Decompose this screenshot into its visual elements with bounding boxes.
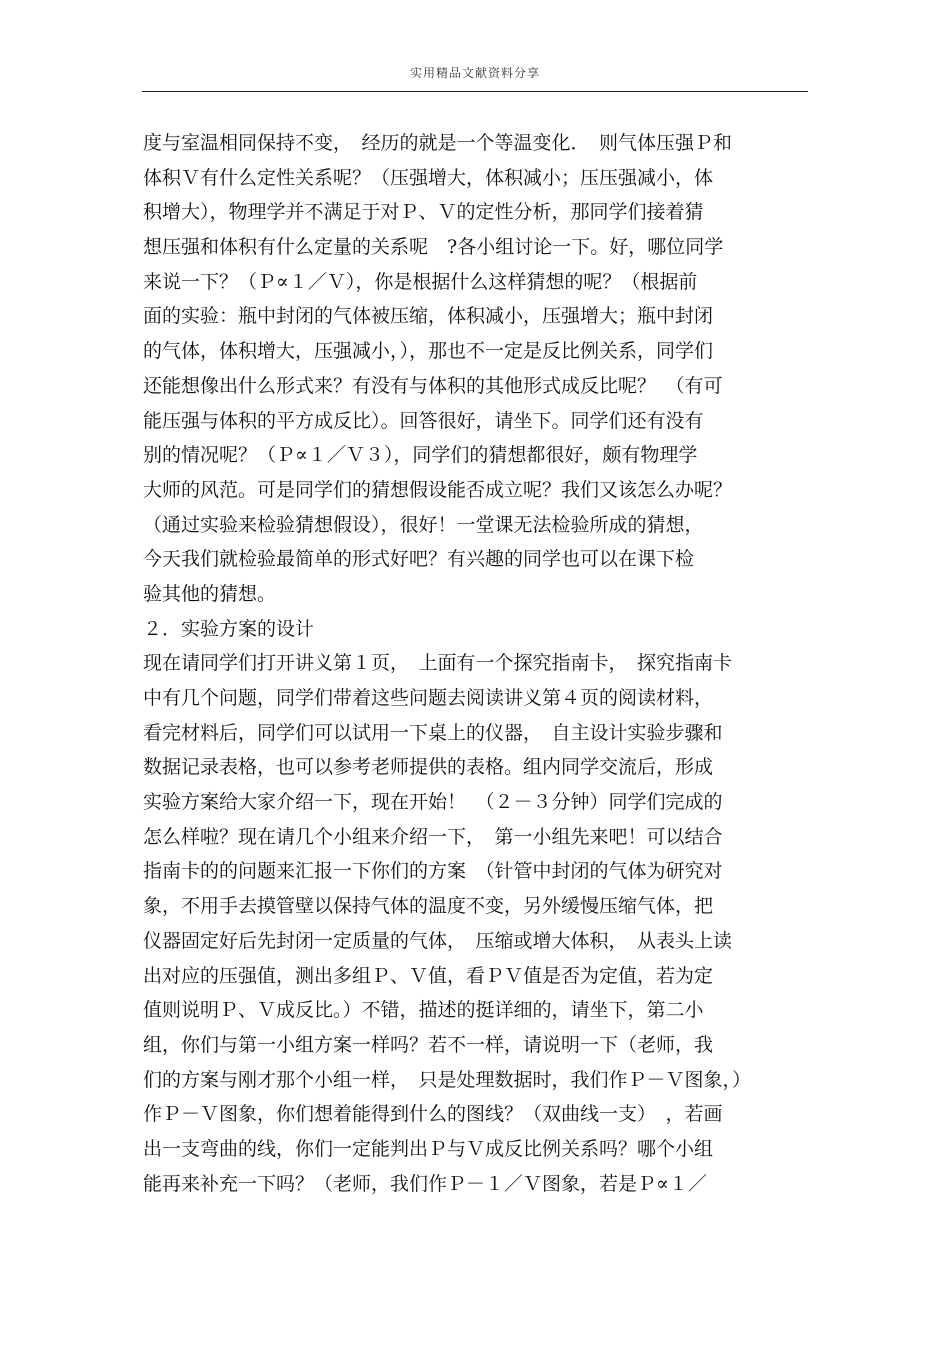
text-line: 象，不用手去摸管壁以保持气体的温度不变，另外缓慢压缩气体，把 <box>143 895 714 918</box>
text-line: 积增大），物理学并不满足于对Ｐ、Ｖ的定性分析，那同学们接着猜 <box>143 201 704 224</box>
text-line: 面的实验：瓶中封闭的气体被压缩，体积减小，压强增大；瓶中封闭 <box>143 305 714 328</box>
page-header: 实用精品文献资料分享 <box>409 66 540 80</box>
text-line: 们的方案与刚才那个小组一样， 只是处理数据时，我们作Ｐ－Ｖ图象，） <box>143 1068 752 1091</box>
header-divider <box>142 91 808 92</box>
text-line: 仪器固定好后先封闭一定质量的气体， 压缩或增大体积， 从表头上读 <box>143 929 733 952</box>
text-line: 今天我们就检验最简单的形式好吧？有兴趣的同学也可以在课下检 <box>143 548 695 571</box>
text-line: 值则说明Ｐ、Ｖ成反比。）不错，描述的挺详细的，请坐下，第二小 <box>143 999 704 1022</box>
text-line: 度与室温相同保持不变， 经历的就是一个等温变化． 则气体压强Ｐ和 <box>143 132 733 154</box>
text-line: 看完材料后，同学们可以试用一下桌上的仪器， 自主设计实验步骤和 <box>143 721 723 744</box>
text-line: （通过实验来检验猜想假设），很好！一堂课无法检验所成的猜想， <box>143 513 704 536</box>
text-line: 验其他的猜想。 <box>143 582 277 605</box>
text-line: 中有几个问题，同学们带着这些问题去阅读讲义第４页的阅读材料， <box>143 687 714 709</box>
text-line: 别的情况呢？（Ｐ∝１／Ｖ３），同学们的猜想都很好，颇有物理学 <box>143 444 698 467</box>
text-line: 现在请同学们打开讲义第１页， 上面有一个探究指南卡， 探究指南卡 <box>143 652 733 675</box>
text-line: 能压强与体积的平方成反比）。回答很好，请坐下。同学们还有没有 <box>143 409 704 432</box>
text-line: 出一支弯曲的线，你们一定能判出Ｐ与Ｖ成反比例关系吗？哪个小组 <box>143 1137 714 1160</box>
text-line: 还能想像出什么形式来？有没有与体积的其他形式成反比呢？ （有可 <box>143 374 723 397</box>
text-line: 出对应的压强值，测出多组Ｐ、Ｖ值，看ＰＶ值是否为定值，若为定 <box>143 964 714 987</box>
text-line: 的气体，体积增大，压强减小，），那也不一定是反比例关系，同学们 <box>143 340 714 363</box>
text-line: 作Ｐ－Ｖ图象，你们想着能得到什么的图线？（双曲线一支） ，若画 <box>143 1103 723 1126</box>
text-line: 数据记录表格，也可以参考老师提供的表格。组内同学交流后，形成 <box>143 756 714 779</box>
text-line: 体积Ｖ有什么定性关系呢？（压强增大，体积减小；压压强减小，体 <box>143 166 714 189</box>
text-line: 想压强和体积有什么定量的关系呢 ?各小组讨论一下。好，哪位同学 <box>143 236 724 259</box>
section-heading: ２．实验方案的设计 <box>143 617 315 640</box>
text-line: 大师的风范。可是同学们的猜想假设能否成立呢？我们又该怎么办呢？ <box>143 478 733 501</box>
text-line: 实验方案给大家介绍一下，现在开始！ （２－３分钟）同学们完成的 <box>143 791 723 814</box>
body-text <box>143 126 823 1201</box>
text-line: 组，你们与第一小组方案一样吗？若不一样，请说明一下（老师，我 <box>143 1033 714 1056</box>
text-line: 来说一下？（Ｐ∝１／Ｖ），你是根据什么这样猜想的呢？（根据前 <box>143 270 698 293</box>
text-line: 能再来补充一下吗？（老师，我们作Ｐ－１／Ｖ图象，若是Ｐ∝１／ <box>143 1172 707 1195</box>
text-line: 指南卡的的问题来汇报一下你们的方案 （针管中封闭的气体为研究对 <box>143 860 723 883</box>
text-line: 怎么样啦？现在请几个小组来介绍一下， 第一小组先来吧！可以结合 <box>143 825 723 848</box>
